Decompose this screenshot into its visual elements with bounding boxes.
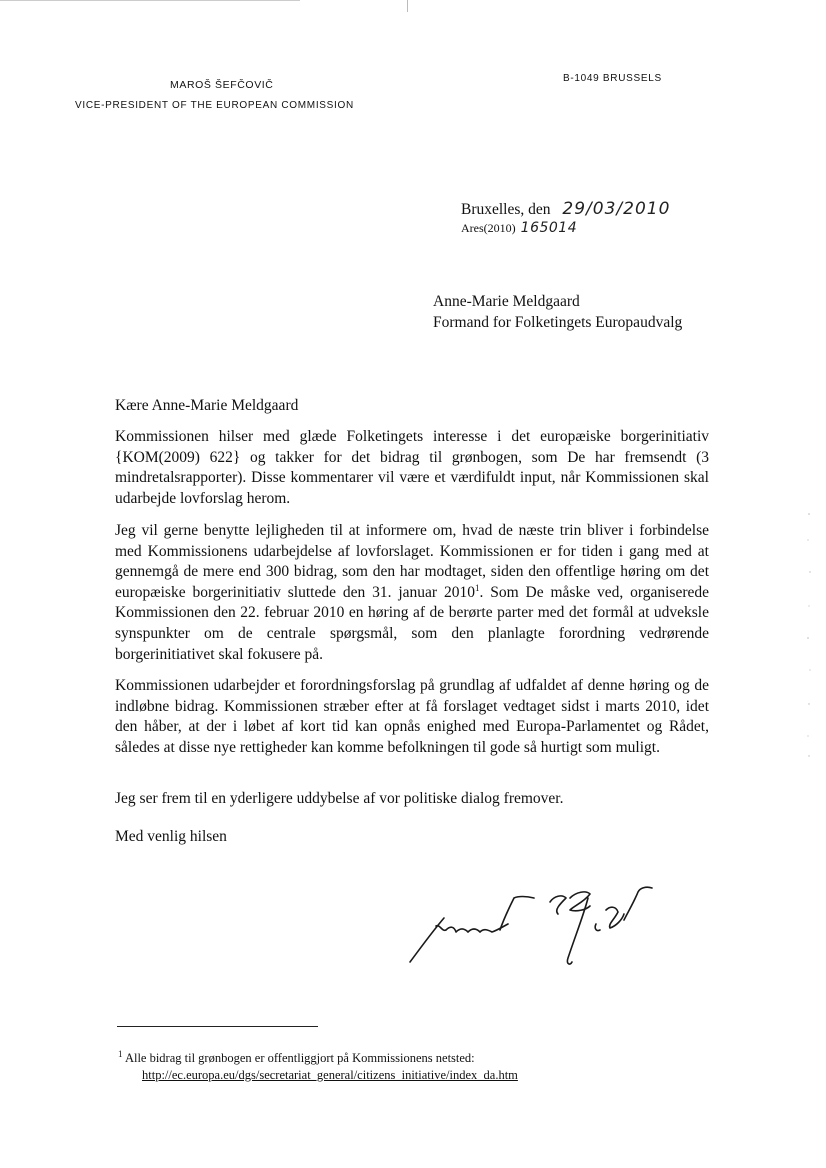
recipient-name: Anne-Marie Meldgaard — [433, 293, 580, 310]
scan-edge-line — [0, 0, 300, 1]
handwritten-ares-number: 165014 — [520, 220, 578, 236]
dateline — [461, 199, 670, 219]
paragraph-2-part-2: . Som De måske ved, organiserede Kommissionen den 22. februar 2010 en høring af de berørte parter med det formål at udveksle synspunkter om de centrale spørgsmål, som den planlagte forordning vedrørende borgerinitiativet skal fokusere på. — [115, 583, 709, 663]
scan-specks — [806, 510, 812, 760]
scan-fold-mark — [407, 0, 408, 12]
sender-role: VICE-PRESIDENT OF THE EUROPEAN COMMISSION — [75, 100, 354, 111]
footnote-link[interactable]: http://ec.europa.eu/dgs/secretariat_general/citizens_initiative/index_da.htm — [142, 1068, 518, 1082]
footnote-separator — [117, 1026, 318, 1027]
closing: Med venlig hilsen — [115, 828, 227, 845]
recipient-block — [433, 291, 682, 333]
ares-prefix: Ares(2010) — [461, 221, 516, 235]
paragraph-2-part-1: Jeg vil gerne benytte lejligheden til at informere om, hvad de næste trin bliver i forbindelse med Kommissionens udarbejdelse af lovforslaget. Kommissionen er for tiden i gang med at gennemgå de mere end 300 bidrag, som den har modtaget, siden den offentlige høring om det europæiske borgerinitiativ sluttede den 31. januar 2010 — [115, 522, 709, 601]
salutation: Kære Anne-Marie Meldgaard — [115, 397, 299, 414]
recipient-title: Formand for Folketingets Europaudvalg — [433, 314, 683, 331]
sender-name: MAROŠ ŠEFČOVIČ — [170, 79, 274, 91]
sender-address: B-1049 BRUSSELS — [563, 73, 662, 84]
paragraph-3: Kommissionen udarbejder et forordningsforslag på grundlag af udfaldet af denne høring og de indløbne bidrag. Kommissionen stræber efter at få forslaget vedtaget sidst i marts 2010, idet den håber, at der i løbet af kort tid kan opnås enighed med Europa-Parlamentet og Rådet, således at disse nye rettigheder kan komme befolkningen til gode så hurtigt som muligt. — [115, 677, 709, 756]
handwritten-date: 29/03/2010 — [562, 199, 671, 219]
handwritten-signature — [400, 880, 660, 970]
footnote-marker: 1 — [118, 1048, 123, 1059]
footnote-reference[interactable]: 1 — [474, 582, 480, 593]
footnote-text: Alle bidrag til grønbogen er offentliggjort på Kommissionens netsted: — [124, 1051, 475, 1065]
paragraph-2 — [115, 521, 709, 665]
paragraph-1: Kommissionen hilser med glæde Folketingets interesse i det europæiske borgerinitiativ {KOM(2009) 622} og takker for det bidrag til grønbogen, som De har fremsendt (3 mindretalsrapporter). Disse kommentarer vil være et værdifuldt input, når Kommissionen skal udarbejde lovforslag herom. — [115, 428, 709, 507]
ares-reference — [461, 220, 577, 236]
paragraph-4: Jeg ser frem til en yderligere uddybelse af vor politiske dialog fremover. — [115, 790, 564, 807]
dateline-place: Bruxelles, den — [461, 201, 551, 218]
footnote — [118, 1050, 518, 1084]
